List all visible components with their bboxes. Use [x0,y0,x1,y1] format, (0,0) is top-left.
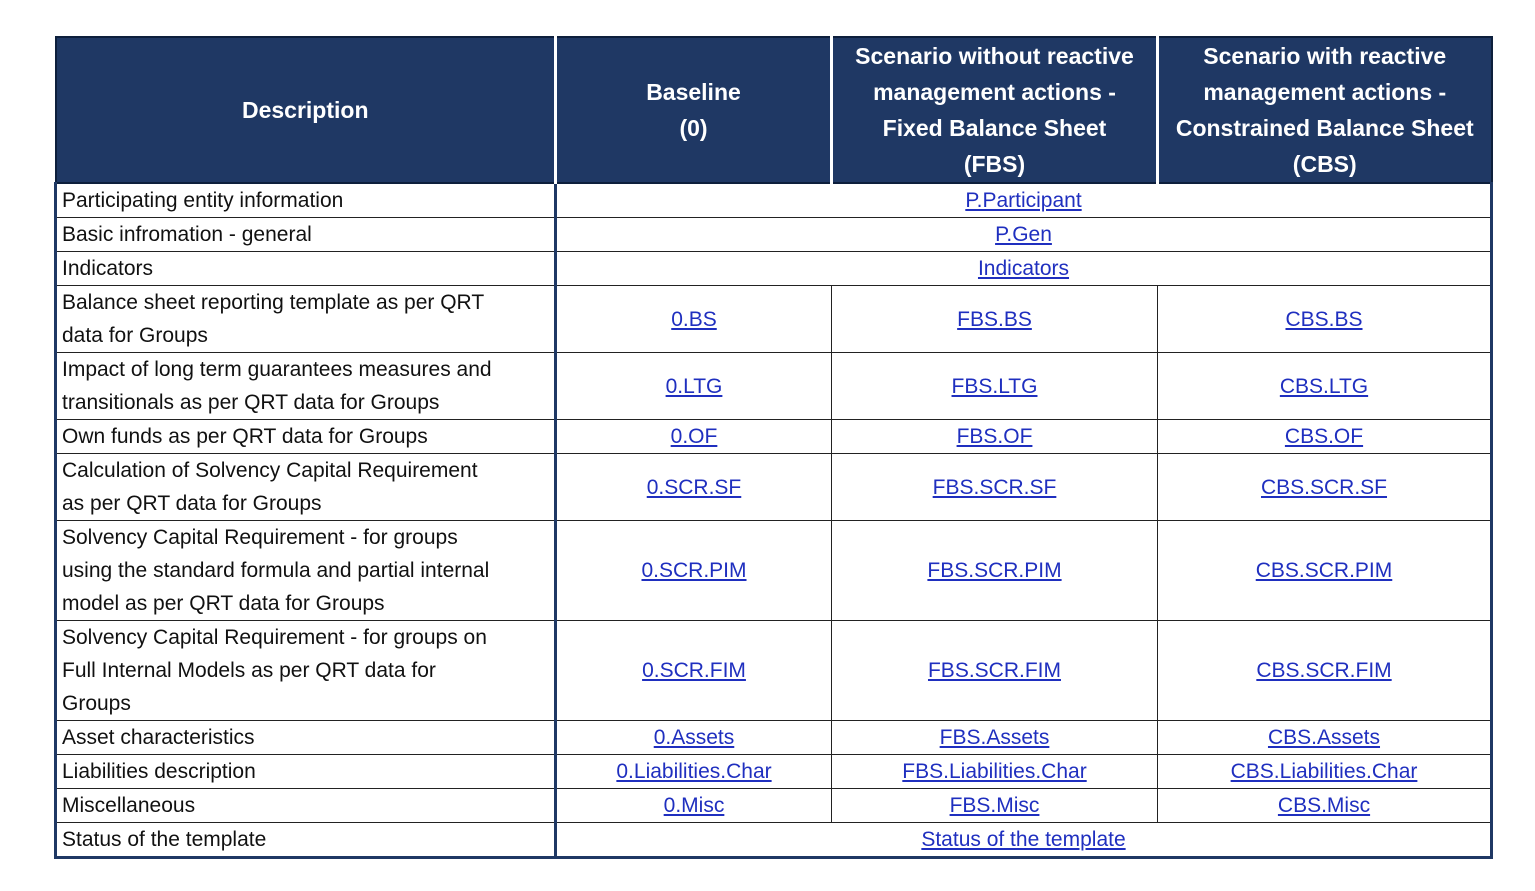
merged-sheet-cell [556,183,1492,218]
row-description-line: transitionals as per QRT data for Groups [62,391,440,414]
merged-sheet-link[interactable]: P.Gen [995,223,1052,246]
header-description-label: Description [241,97,369,123]
table-row [56,721,1492,755]
table-row [56,183,1492,218]
row-description-line: Full Internal Models as per QRT data for [62,659,436,682]
row-description-line: Impact of long term guarantees measures and [62,358,492,381]
cbs-sheet-link[interactable]: CBS.Misc [1277,794,1371,817]
header-row [56,37,1492,183]
row-description-line: Indicators [62,257,154,280]
table-row [56,755,1492,789]
row-description [56,755,556,789]
cbs-sheet-cell [1158,454,1492,521]
cbs-sheet-cell [1158,286,1492,353]
row-description [56,823,556,858]
header-fbs-line3: Fixed Balance Sheet [882,115,1107,141]
baseline-sheet-cell [556,521,832,621]
baseline-sheet-link[interactable]: 0.OF [670,425,718,448]
cbs-sheet-cell [1158,755,1492,789]
header-cbs [1158,37,1492,183]
row-description [56,454,556,521]
fbs-sheet-link[interactable]: FBS.Misc [949,794,1040,817]
baseline-sheet-cell [556,721,832,755]
baseline-sheet-cell [556,286,832,353]
cbs-sheet-link[interactable]: CBS.SCR.FIM [1256,659,1392,682]
row-description [56,621,556,721]
cbs-sheet-link[interactable]: CBS.Assets [1267,726,1381,749]
cbs-sheet-link[interactable]: CBS.SCR.PIM [1255,559,1393,582]
fbs-sheet-link[interactable]: FBS.OF [956,425,1033,448]
row-description [56,721,556,755]
cbs-sheet-cell [1158,521,1492,621]
cbs-sheet-cell [1158,721,1492,755]
table-row [56,286,1492,353]
header-fbs [832,37,1158,183]
merged-sheet-link[interactable]: Indicators [977,257,1070,280]
fbs-sheet-cell [832,755,1158,789]
fbs-sheet-link[interactable]: FBS.Liabilities.Char [902,760,1087,783]
baseline-sheet-cell [556,454,832,521]
row-description [56,420,556,454]
table-row [56,252,1492,286]
header-fbs-line2: management actions - [873,79,1116,105]
header-cbs-line3: Constrained Balance Sheet [1175,115,1474,141]
baseline-sheet-cell [556,789,832,823]
row-description-line: Balance sheet reporting template as per QRT [62,291,485,314]
baseline-sheet-link[interactable]: 0.SCR.PIM [641,559,747,582]
row-description [56,353,556,420]
fbs-sheet-link[interactable]: FBS.LTG [951,374,1038,398]
header-cbs-line4: (CBS) [1292,151,1357,177]
cbs-sheet-link[interactable]: CBS.LTG [1279,374,1369,398]
row-description-line: Miscellaneous [62,794,196,817]
fbs-sheet-link[interactable]: FBS.BS [957,307,1032,331]
header-baseline-line2: (0) [679,115,708,141]
row-description [56,183,556,218]
row-description-line: Basic infromation - general [62,223,312,246]
table-row [56,454,1492,521]
row-description-line: using the standard formula and partial internal [62,559,490,582]
merged-sheet-link[interactable]: Status of the template [921,828,1126,851]
cbs-sheet-cell [1158,621,1492,721]
fbs-sheet-cell [832,353,1158,420]
row-description-line: Own funds as per QRT data for Groups [62,425,428,448]
cbs-sheet-cell [1158,420,1492,454]
fbs-sheet-link[interactable]: FBS.SCR.PIM [927,559,1062,582]
row-description-line: Calculation of Solvency Capital Requirement [62,459,478,482]
row-description-line: model as per QRT data for Groups [62,592,385,615]
fbs-sheet-cell [832,621,1158,721]
cbs-sheet-cell [1158,789,1492,823]
header-description [56,37,556,183]
baseline-sheet-link[interactable]: 0.BS [671,307,717,331]
row-description-line: Status of the template [62,828,267,851]
table-row [56,420,1492,454]
table-row [56,823,1492,858]
template-index [54,36,1493,859]
cbs-sheet-link[interactable]: CBS.Liabilities.Char [1230,760,1418,783]
fbs-sheet-cell [832,789,1158,823]
row-description-line: Solvency Capital Requirement - for groups [62,526,458,549]
cbs-sheet-link[interactable]: CBS.OF [1284,425,1364,448]
baseline-sheet-cell [556,353,832,420]
row-description [56,789,556,823]
cbs-sheet-cell [1158,353,1492,420]
row-description [56,286,556,353]
baseline-sheet-link[interactable]: 0.SCR.FIM [642,659,746,682]
row-description-line: data for Groups [62,324,208,347]
row-description [56,521,556,621]
fbs-sheet-link[interactable]: FBS.Assets [939,726,1050,749]
baseline-sheet-link[interactable]: 0.LTG [665,374,723,398]
header-fbs-line1: Scenario without reactive [855,43,1134,69]
row-description-line: Asset characteristics [62,726,255,749]
header-cbs-line2: management actions - [1203,79,1447,105]
template-rows [56,183,1492,858]
fbs-sheet-cell [832,521,1158,621]
row-description-line: Participating entity information [62,189,344,212]
header-cbs-line1: Scenario with reactive [1203,43,1447,69]
header-fbs-line4: (FBS) [963,151,1026,177]
fbs-sheet-link[interactable]: FBS.SCR.FIM [927,659,1061,682]
baseline-sheet-cell [556,420,832,454]
header-baseline-line1: Baseline [646,79,741,105]
row-description [56,218,556,252]
row-description-line: Solvency Capital Requirement - for groups on [62,626,487,649]
row-description [56,252,556,286]
merged-sheet-cell [556,252,1492,286]
baseline-sheet-link[interactable]: 0.Assets [653,726,735,749]
baseline-sheet-cell [556,621,832,721]
merged-sheet-link[interactable]: P.Participant [965,189,1082,212]
fbs-sheet-cell [832,286,1158,353]
cbs-sheet-link[interactable]: CBS.BS [1285,307,1363,331]
baseline-sheet-link[interactable]: 0.Liabilities.Char [616,760,772,783]
baseline-sheet-link[interactable]: 0.SCR.SF [646,475,742,499]
cbs-sheet-link[interactable]: CBS.SCR.SF [1260,475,1388,499]
row-description-line: Liabilities description [62,760,256,783]
merged-sheet-cell [556,218,1492,252]
baseline-sheet-link[interactable]: 0.Misc [663,794,725,817]
fbs-sheet-link[interactable]: FBS.SCR.SF [932,475,1057,499]
baseline-sheet-cell [556,755,832,789]
fbs-sheet-cell [832,721,1158,755]
header-baseline [556,37,832,183]
fbs-sheet-cell [832,420,1158,454]
row-description-line: as per QRT data for Groups [62,492,322,515]
row-description-line: Groups [62,692,131,715]
table-row [56,789,1492,823]
merged-sheet-cell [556,823,1492,858]
template-table [54,36,1493,859]
fbs-sheet-cell [832,454,1158,521]
table-row [56,521,1492,621]
table-row [56,621,1492,721]
table-row [56,353,1492,420]
table-row [56,218,1492,252]
